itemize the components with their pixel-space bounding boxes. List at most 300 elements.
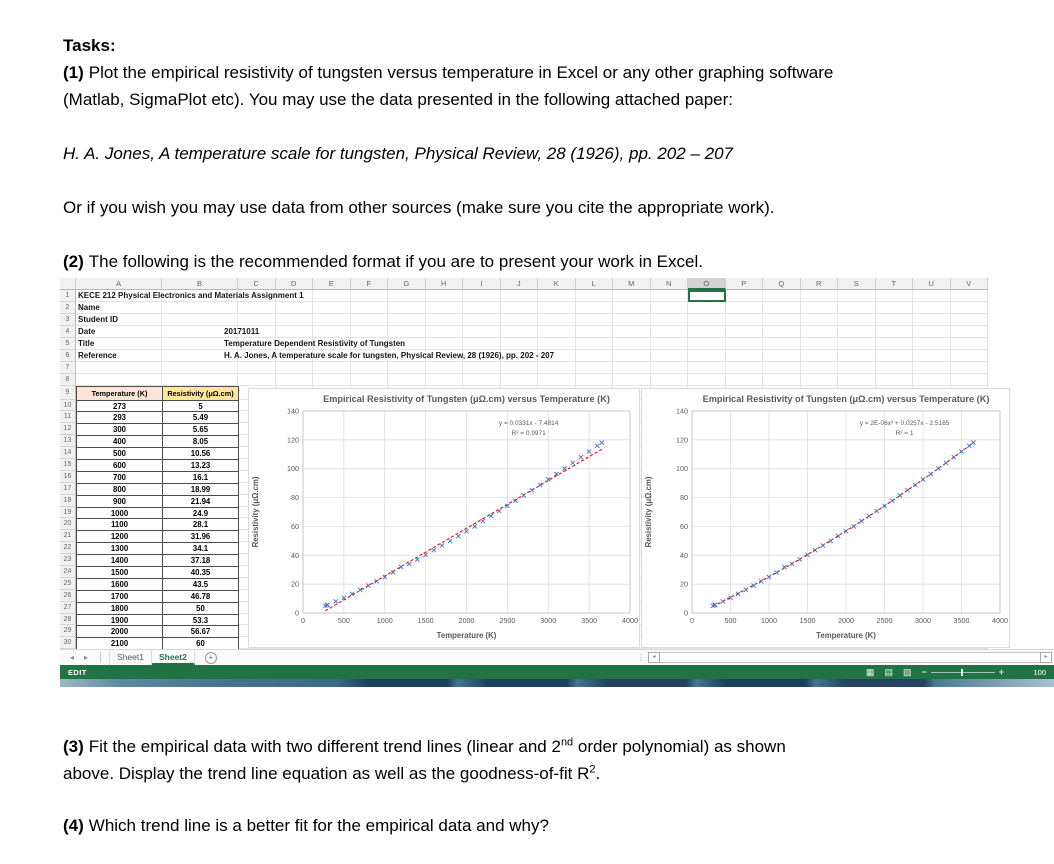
grid-cell[interactable]: [726, 350, 764, 362]
column-header[interactable]: Q: [763, 278, 801, 290]
tab-sheet2[interactable]: Sheet2: [152, 650, 195, 665]
grid-cell[interactable]: [426, 326, 464, 338]
grid-cell[interactable]: [613, 338, 651, 350]
table-cell[interactable]: 1300: [77, 543, 163, 555]
grid-cell[interactable]: [276, 302, 314, 314]
table-cell[interactable]: 21.94: [163, 496, 239, 508]
column-header[interactable]: R: [801, 278, 839, 290]
grid-cell[interactable]: [801, 302, 839, 314]
grid-cell[interactable]: [763, 350, 801, 362]
tab-scroll-left-icon[interactable]: ◂: [70, 653, 75, 662]
table-row: [77, 555, 239, 567]
grid-cell[interactable]: [951, 374, 989, 386]
x-tick-label: 500: [724, 616, 737, 625]
grid-cell[interactable]: [876, 302, 914, 314]
row-header[interactable]: 14: [60, 447, 76, 459]
grid-cell[interactable]: [688, 374, 726, 386]
grid-cell[interactable]: [501, 374, 539, 386]
chart-linear-fit[interactable]: [248, 388, 640, 648]
grid-cell[interactable]: [651, 338, 689, 350]
table-cell[interactable]: 800: [77, 484, 163, 496]
grid-cell[interactable]: [162, 374, 238, 386]
grid-cell[interactable]: [238, 362, 276, 374]
grid-cell[interactable]: [726, 338, 764, 350]
grid-cell[interactable]: [576, 302, 614, 314]
grid-cell[interactable]: [538, 374, 576, 386]
row-header[interactable]: 2: [60, 302, 76, 314]
table-cell[interactable]: 18.99: [163, 484, 239, 496]
row-header[interactable]: 7: [60, 362, 76, 374]
y-tick-label: 140: [287, 406, 299, 416]
x-tick-label: 4000: [622, 616, 638, 625]
grid-cell[interactable]: [801, 290, 839, 302]
task-2-number: (2): [63, 252, 84, 271]
grid-cell[interactable]: [951, 362, 989, 374]
grid-cell[interactable]: [463, 374, 501, 386]
grid-cell[interactable]: [538, 290, 576, 302]
grid-cell[interactable]: [313, 374, 351, 386]
grid-cell[interactable]: [426, 290, 464, 302]
grid-cell[interactable]: [463, 326, 501, 338]
grid-cell[interactable]: [501, 338, 539, 350]
grid-cell[interactable]: [651, 362, 689, 374]
table-cell[interactable]: 46.78: [163, 591, 239, 603]
grid-cell[interactable]: [538, 326, 576, 338]
grid-cell[interactable]: [576, 338, 614, 350]
grid-cell[interactable]: [838, 338, 876, 350]
grid-cell[interactable]: [913, 362, 951, 374]
column-header[interactable]: M: [613, 278, 651, 290]
tasks-heading: Tasks:: [63, 36, 116, 55]
table-cell[interactable]: 700: [77, 472, 163, 484]
grid-cell[interactable]: [838, 302, 876, 314]
x-tick-label: 3500: [581, 616, 598, 625]
normal-view-icon[interactable]: ▦: [865, 667, 875, 677]
grid-cell[interactable]: [576, 314, 614, 326]
table-cell[interactable]: 2100: [77, 638, 163, 650]
grid-cell[interactable]: [501, 302, 539, 314]
table-cell[interactable]: 5.49: [163, 412, 239, 424]
table-cell[interactable]: 300: [77, 424, 163, 436]
column-header[interactable]: D: [276, 278, 314, 290]
table-cell[interactable]: 40.35: [163, 567, 239, 579]
x-tick-label: 2500: [876, 616, 893, 625]
column-header[interactable]: N: [651, 278, 689, 290]
table-header-cell[interactable]: Resistivity (μΩ.cm): [163, 387, 239, 401]
column-header[interactable]: I: [463, 278, 501, 290]
grid-cell[interactable]: [313, 362, 351, 374]
table-cell[interactable]: 56.67: [163, 626, 239, 638]
grid-cell[interactable]: [801, 350, 839, 362]
grid-cell[interactable]: [651, 326, 689, 338]
table-row: [77, 615, 239, 627]
grid-cell[interactable]: [763, 314, 801, 326]
table-cell[interactable]: 2000: [77, 626, 163, 638]
row-header[interactable]: 6: [60, 350, 76, 362]
scrollbar-track[interactable]: [660, 652, 1040, 663]
table-cell[interactable]: 1600: [77, 579, 163, 591]
table-header-cell[interactable]: Temperature (K): [77, 387, 163, 401]
grid-cell[interactable]: [876, 338, 914, 350]
row-header[interactable]: 24: [60, 566, 76, 578]
grid-cell[interactable]: [463, 362, 501, 374]
grid-cell[interactable]: [801, 314, 839, 326]
task-3-text: (3) Fit the empirical data with two different trend lines (linear and 2nd order polynomial) as shown above. Display the trend line equation as well as the goodness-of-fit $R^2$.: [63, 736, 786, 783]
x-tick-label: 1000: [376, 616, 393, 625]
grid-cell[interactable]: [651, 290, 689, 302]
grid-cell[interactable]: [838, 362, 876, 374]
grid-cell[interactable]: [613, 326, 651, 338]
grid-cell[interactable]: [613, 350, 651, 362]
grid-cell[interactable]: [763, 362, 801, 374]
grid-cell[interactable]: [162, 362, 238, 374]
grid-cell[interactable]: [876, 290, 914, 302]
table-row: [77, 448, 239, 460]
grid-cell[interactable]: [276, 362, 314, 374]
table-cell[interactable]: 1900: [77, 615, 163, 627]
page-break-view-icon[interactable]: ▨: [902, 667, 912, 677]
table-cell[interactable]: 1500: [77, 567, 163, 579]
grid-cell[interactable]: [538, 362, 576, 374]
grid-cell[interactable]: [576, 326, 614, 338]
grid-cell[interactable]: [651, 350, 689, 362]
table-cell[interactable]: 31.96: [163, 531, 239, 543]
grid-cell[interactable]: [276, 314, 314, 326]
grid-cell[interactable]: [763, 290, 801, 302]
table-cell[interactable]: 24.9: [163, 508, 239, 520]
grid-cell[interactable]: [238, 314, 276, 326]
grid-cell[interactable]: [801, 362, 839, 374]
row-header[interactable]: 16: [60, 471, 76, 483]
grid-cell[interactable]: [801, 374, 839, 386]
column-header[interactable]: S: [838, 278, 876, 290]
row-header[interactable]: 3: [60, 314, 76, 326]
grid-cell[interactable]: [463, 290, 501, 302]
grid-cell[interactable]: [913, 338, 951, 350]
table-cell[interactable]: 400: [77, 436, 163, 448]
grid-cell[interactable]: [688, 314, 726, 326]
column-header[interactable]: L: [576, 278, 614, 290]
row-header[interactable]: 21: [60, 530, 76, 542]
select-all-corner[interactable]: [60, 278, 76, 290]
grid-cell[interactable]: [351, 314, 389, 326]
grid-cell[interactable]: [913, 290, 951, 302]
row-header[interactable]: 5: [60, 338, 76, 350]
table-cell[interactable]: 1000: [77, 508, 163, 520]
grid-cell[interactable]: [463, 314, 501, 326]
zoom-slider-thumb[interactable]: [961, 669, 963, 676]
grid-cell[interactable]: [951, 314, 989, 326]
grid-cell[interactable]: [426, 374, 464, 386]
grid-cell[interactable]: [726, 326, 764, 338]
grid-cell[interactable]: [613, 362, 651, 374]
table-cell[interactable]: 5: [163, 401, 239, 413]
row-header[interactable]: 4: [60, 326, 76, 338]
chart-polynomial-fit[interactable]: [641, 388, 1010, 648]
row-header[interactable]: 13: [60, 435, 76, 447]
row-header[interactable]: 12: [60, 423, 76, 435]
grid-cell[interactable]: [276, 326, 314, 338]
grid-cell[interactable]: [613, 290, 651, 302]
grid-cell[interactable]: [313, 290, 351, 302]
grid-cell[interactable]: [726, 302, 764, 314]
table-cell[interactable]: 600: [77, 460, 163, 472]
grid-cell[interactable]: [426, 302, 464, 314]
grid-cell[interactable]: [913, 326, 951, 338]
grid-row: [60, 326, 988, 338]
grid-cell[interactable]: [538, 338, 576, 350]
row-header[interactable]: 20: [60, 518, 76, 530]
grid-cell[interactable]: [538, 302, 576, 314]
table-row: [77, 472, 239, 484]
row-header[interactable]: 28: [60, 614, 76, 626]
table-cell[interactable]: 1700: [77, 591, 163, 603]
grid-cell[interactable]: [651, 314, 689, 326]
grid-cell[interactable]: [463, 338, 501, 350]
scrollbar-grip-icon[interactable]: ⋮: [637, 653, 644, 662]
taskbar-sliver: [60, 679, 1054, 687]
trendline-equation[interactable]: y = 0.0331x - 7.4814: [498, 420, 559, 427]
grid-cell[interactable]: [501, 362, 539, 374]
grid-cell[interactable]: [876, 326, 914, 338]
table-cell[interactable]: 43.5: [163, 579, 239, 591]
grid-cell[interactable]: [351, 362, 389, 374]
grid-cell[interactable]: [501, 314, 539, 326]
column-header[interactable]: U: [913, 278, 951, 290]
row-header[interactable]: 22: [60, 542, 76, 554]
row-header[interactable]: 11: [60, 411, 76, 423]
grid-cell[interactable]: [951, 350, 989, 362]
grid-cell[interactable]: [838, 350, 876, 362]
trendline: [713, 443, 973, 607]
column-header[interactable]: F: [351, 278, 389, 290]
zoom-out-icon[interactable]: −: [921, 667, 927, 677]
grid-cell[interactable]: [763, 326, 801, 338]
grid-cell[interactable]: [238, 302, 276, 314]
grid-cell[interactable]: [951, 302, 989, 314]
grid-cell[interactable]: [351, 302, 389, 314]
grid-cell[interactable]: [688, 362, 726, 374]
grid-cell[interactable]: [951, 326, 989, 338]
table-cell[interactable]: 50: [163, 603, 239, 615]
grid-cell[interactable]: [76, 362, 162, 374]
table-cell[interactable]: 28.1: [163, 519, 239, 531]
grid-cell[interactable]: [388, 290, 426, 302]
zoom-slider-track[interactable]: [931, 672, 995, 673]
grid-cell[interactable]: [876, 314, 914, 326]
grid-cell[interactable]: [313, 302, 351, 314]
grid-cell[interactable]: [463, 302, 501, 314]
y-axis-title: Resistivity (μΩ.cm): [251, 476, 260, 548]
grid-cell[interactable]: [951, 290, 989, 302]
table-cell[interactable]: 13.23: [163, 460, 239, 472]
grid-cell[interactable]: [388, 302, 426, 314]
row-header[interactable]: 9: [60, 386, 76, 400]
table-cell[interactable]: 34.1: [163, 543, 239, 555]
table-cell[interactable]: 60: [163, 638, 239, 650]
grid-cell[interactable]: [913, 374, 951, 386]
grid-cell[interactable]: [388, 374, 426, 386]
table-cell[interactable]: 16.1: [163, 472, 239, 484]
zoom-in-icon[interactable]: +: [998, 667, 1004, 677]
y-tick-label: 120: [676, 435, 688, 445]
grid-cell[interactable]: [876, 374, 914, 386]
grid-cell[interactable]: [613, 314, 651, 326]
table-row: [77, 519, 239, 531]
column-header[interactable]: A: [76, 278, 162, 290]
row-header[interactable]: 18: [60, 495, 76, 507]
grid-cell[interactable]: [351, 374, 389, 386]
grid-cell[interactable]: [651, 374, 689, 386]
grid-cell[interactable]: [726, 374, 764, 386]
grid-cell[interactable]: [576, 290, 614, 302]
grid-cell[interactable]: [613, 302, 651, 314]
table-row: [77, 412, 239, 424]
row-header[interactable]: 10: [60, 400, 76, 412]
grid-cell[interactable]: [726, 362, 764, 374]
grid-cell[interactable]: [501, 290, 539, 302]
grid-cell[interactable]: [162, 302, 238, 314]
grid-cell[interactable]: [801, 338, 839, 350]
grid-cell[interactable]: [838, 326, 876, 338]
grid-cell[interactable]: [651, 302, 689, 314]
column-header[interactable]: G: [388, 278, 426, 290]
info-row-label: Reference: [78, 351, 117, 360]
zoom-level-value[interactable]: 100: [1033, 667, 1046, 677]
scroll-left-button[interactable]: ◂: [648, 652, 660, 663]
grid-cell[interactable]: [613, 374, 651, 386]
x-tick-label: 1500: [417, 616, 434, 625]
row-header[interactable]: 30: [60, 637, 76, 649]
row-header[interactable]: 27: [60, 602, 76, 614]
grid-cell[interactable]: [726, 290, 764, 302]
grid-cell[interactable]: [162, 314, 238, 326]
table-cell[interactable]: 37.18: [163, 555, 239, 567]
grid-cell[interactable]: [688, 326, 726, 338]
table-cell[interactable]: 1100: [77, 519, 163, 531]
tab-scroll-right-icon[interactable]: ▸: [84, 653, 89, 662]
column-header[interactable]: P: [726, 278, 764, 290]
table-cell[interactable]: 1200: [77, 531, 163, 543]
add-sheet-button[interactable]: +: [205, 652, 217, 664]
x-tick-label: 1500: [799, 616, 816, 625]
column-header[interactable]: C: [238, 278, 276, 290]
grid-cell[interactable]: [763, 338, 801, 350]
row-header[interactable]: 17: [60, 483, 76, 495]
grid-cell[interactable]: [351, 290, 389, 302]
horizontal-scrollbar[interactable]: [637, 652, 1052, 663]
grid-cell[interactable]: [913, 350, 951, 362]
table-cell[interactable]: 500: [77, 448, 163, 460]
grid-cell[interactable]: [951, 338, 989, 350]
trendline-r-squared[interactable]: R² = 0.9971: [511, 430, 546, 437]
column-header[interactable]: T: [876, 278, 914, 290]
table-cell[interactable]: 273: [77, 401, 163, 413]
row-header[interactable]: 29: [60, 625, 76, 637]
row-header[interactable]: 23: [60, 554, 76, 566]
table-cell[interactable]: 8.05: [163, 436, 239, 448]
table-cell[interactable]: 5.65: [163, 424, 239, 436]
grid-cell[interactable]: [688, 338, 726, 350]
grid-cell[interactable]: [426, 314, 464, 326]
grid-cell[interactable]: [801, 326, 839, 338]
grid-cell[interactable]: [76, 374, 162, 386]
grid-cell[interactable]: [688, 350, 726, 362]
grid-cell[interactable]: [388, 314, 426, 326]
row-header[interactable]: 15: [60, 459, 76, 471]
column-header[interactable]: O: [688, 278, 726, 290]
y-tick-label: 0: [684, 608, 688, 618]
grid-cell[interactable]: [538, 314, 576, 326]
table-cell[interactable]: 1400: [77, 555, 163, 567]
table-cell[interactable]: 10.56: [163, 448, 239, 460]
grid-cell[interactable]: [876, 362, 914, 374]
grid-cell[interactable]: [426, 338, 464, 350]
grid-cell[interactable]: [501, 326, 539, 338]
grid-cell[interactable]: [388, 362, 426, 374]
column-header[interactable]: E: [313, 278, 351, 290]
grid-cell[interactable]: [726, 314, 764, 326]
x-tick-label: 2000: [458, 616, 475, 625]
column-header[interactable]: V: [951, 278, 989, 290]
x-tick-label: 3000: [915, 616, 931, 625]
grid-cell[interactable]: [576, 362, 614, 374]
grid-cell[interactable]: [688, 302, 726, 314]
grid-cell[interactable]: [576, 350, 614, 362]
trendline-r-squared[interactable]: R² = 1: [895, 430, 914, 437]
grid-cell[interactable]: [426, 362, 464, 374]
scroll-right-button[interactable]: ▸: [1040, 652, 1052, 663]
grid-cell[interactable]: [313, 326, 351, 338]
table-header-row: [77, 387, 239, 401]
grid-cell[interactable]: [876, 350, 914, 362]
row-header[interactable]: 1: [60, 290, 76, 302]
row-header[interactable]: 8: [60, 374, 76, 386]
table-cell[interactable]: 53.3: [163, 615, 239, 627]
table-cell[interactable]: 900: [77, 496, 163, 508]
grid-cell[interactable]: [838, 314, 876, 326]
grid-cell[interactable]: [838, 290, 876, 302]
grid-cell[interactable]: [388, 326, 426, 338]
column-header[interactable]: K: [538, 278, 576, 290]
column-header[interactable]: H: [426, 278, 464, 290]
row-header[interactable]: 26: [60, 590, 76, 602]
grid-cell[interactable]: [913, 302, 951, 314]
table-cell[interactable]: 293: [77, 412, 163, 424]
trendline-equation[interactable]: y = 2E-06x² + 0.0257x - 2.5165: [859, 420, 950, 427]
grid-cell[interactable]: [763, 302, 801, 314]
grid-cell[interactable]: [313, 314, 351, 326]
grid-cell[interactable]: [238, 374, 276, 386]
page-layout-view-icon[interactable]: ▤: [884, 667, 893, 677]
grid-row: [60, 374, 988, 386]
x-tick-label: 2500: [499, 616, 516, 625]
grid-cell[interactable]: [913, 314, 951, 326]
selected-cell-outline[interactable]: [688, 290, 726, 302]
row-header[interactable]: 25: [60, 578, 76, 590]
grid-cell[interactable]: [576, 374, 614, 386]
row-header[interactable]: 19: [60, 507, 76, 519]
grid-cell[interactable]: [351, 326, 389, 338]
table-cell[interactable]: 1800: [77, 603, 163, 615]
grid-cell[interactable]: [838, 374, 876, 386]
grid-cell[interactable]: [276, 374, 314, 386]
column-header[interactable]: B: [162, 278, 238, 290]
grid-cell[interactable]: [763, 374, 801, 386]
tab-sheet1[interactable]: Sheet1: [109, 650, 152, 665]
column-header[interactable]: J: [501, 278, 539, 290]
task-2-text: (2) The following is the recommended format if you are to present your work in Excel.: [63, 252, 703, 271]
